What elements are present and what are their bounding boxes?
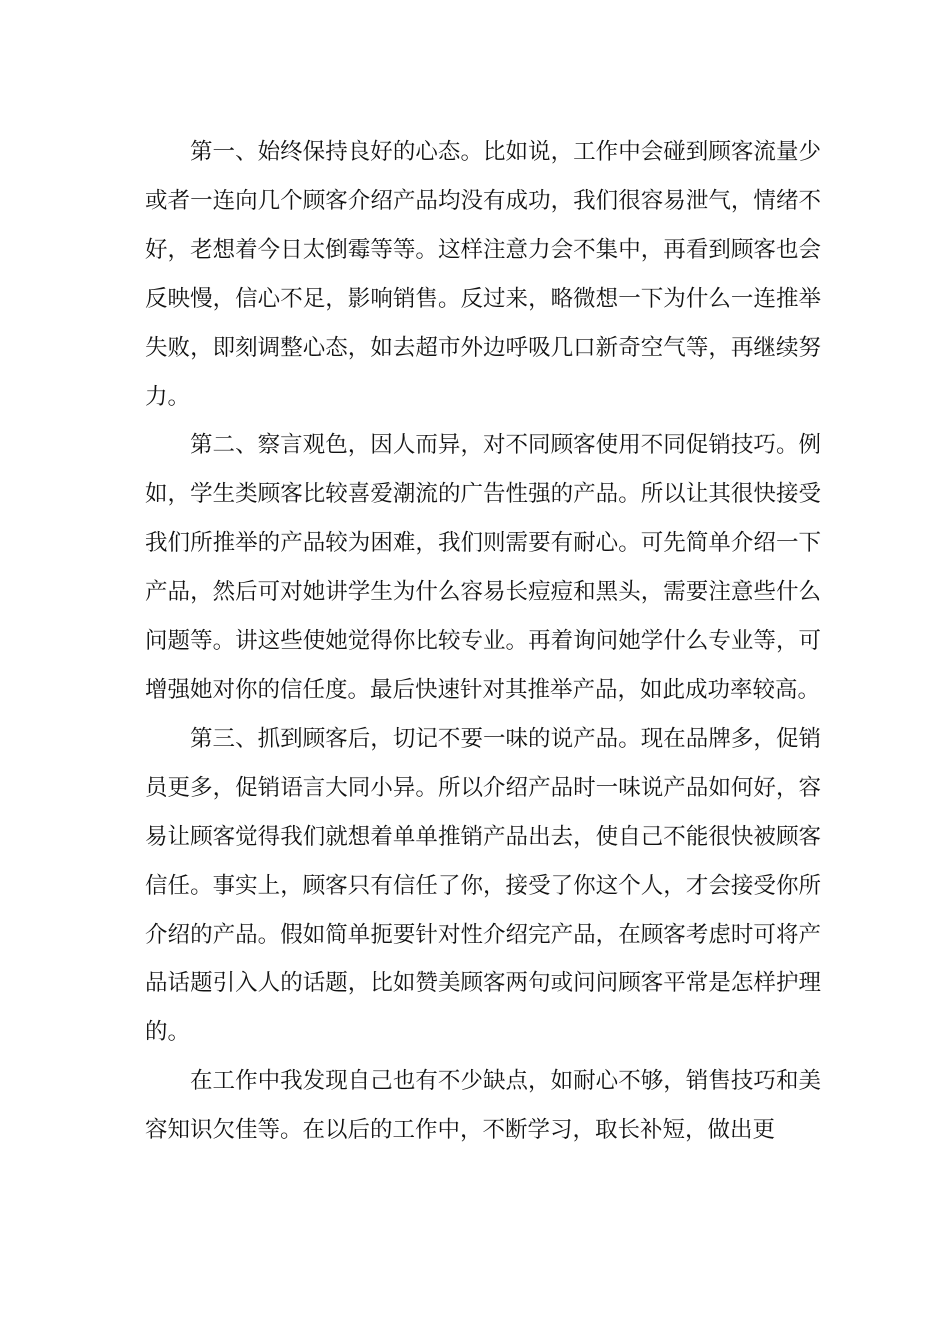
document-body (145, 128, 821, 1155)
paragraph-3: 第三、抓到顾客后，切记不要一味的说产品。现在品牌多，促销员更多，促销语言大同小异。所以介绍产品时一味说产品如何好，容易让顾客觉得我们就想着单单推销产品出去，使自己不能很快被顾客信任。事实上，顾客只有信任了你，接受了你这个人，才会接受你所介绍的产品。假如简单扼要针对性介绍完产品，在顾客考虑时可将产品话题引入人的话题，比如赞美顾客两句或问问顾客平常是怎样护理的。 (145, 725, 821, 1046)
paragraph-2: 第二、察言观色，因人而异，对不同顾客使用不同促销技巧。例如，学生类顾客比较喜爱潮流的广告性强的产品。所以让其很快接受我们所推举的产品较为困难，我们则需要有耐心。可先简单介绍一下产品，然后可对她讲学生为什么容易长痘痘和黑头，需要注意些什么问题等。讲这些使她觉得你比较专业。再着询问她学什么专业等，可增强她对你的信任度。最后快速针对其推举产品，如此成功率较高。 (145, 432, 821, 703)
paragraph-4: 在工作中我发现自己也有不少缺点，如耐心不够，销售技巧和美容知识欠佳等。在以后的工作中，不断学习，取长补短，做出更 (145, 1068, 821, 1144)
paragraph-1: 第一、始终保持良好的心态。比如说，工作中会碰到顾客流量少或者一连向几个顾客介绍产品均没有成功，我们很容易泄气，情绪不好，老想着今日太倒霉等等。这样注意力会不集中，再看到顾客也会反映慢，信心不足，影响销售。反过来，略微想一下为什么一连推举失败，即刻调整心态，如去超市外边呼吸几口新奇空气等，再继续努力。 (145, 139, 821, 410)
